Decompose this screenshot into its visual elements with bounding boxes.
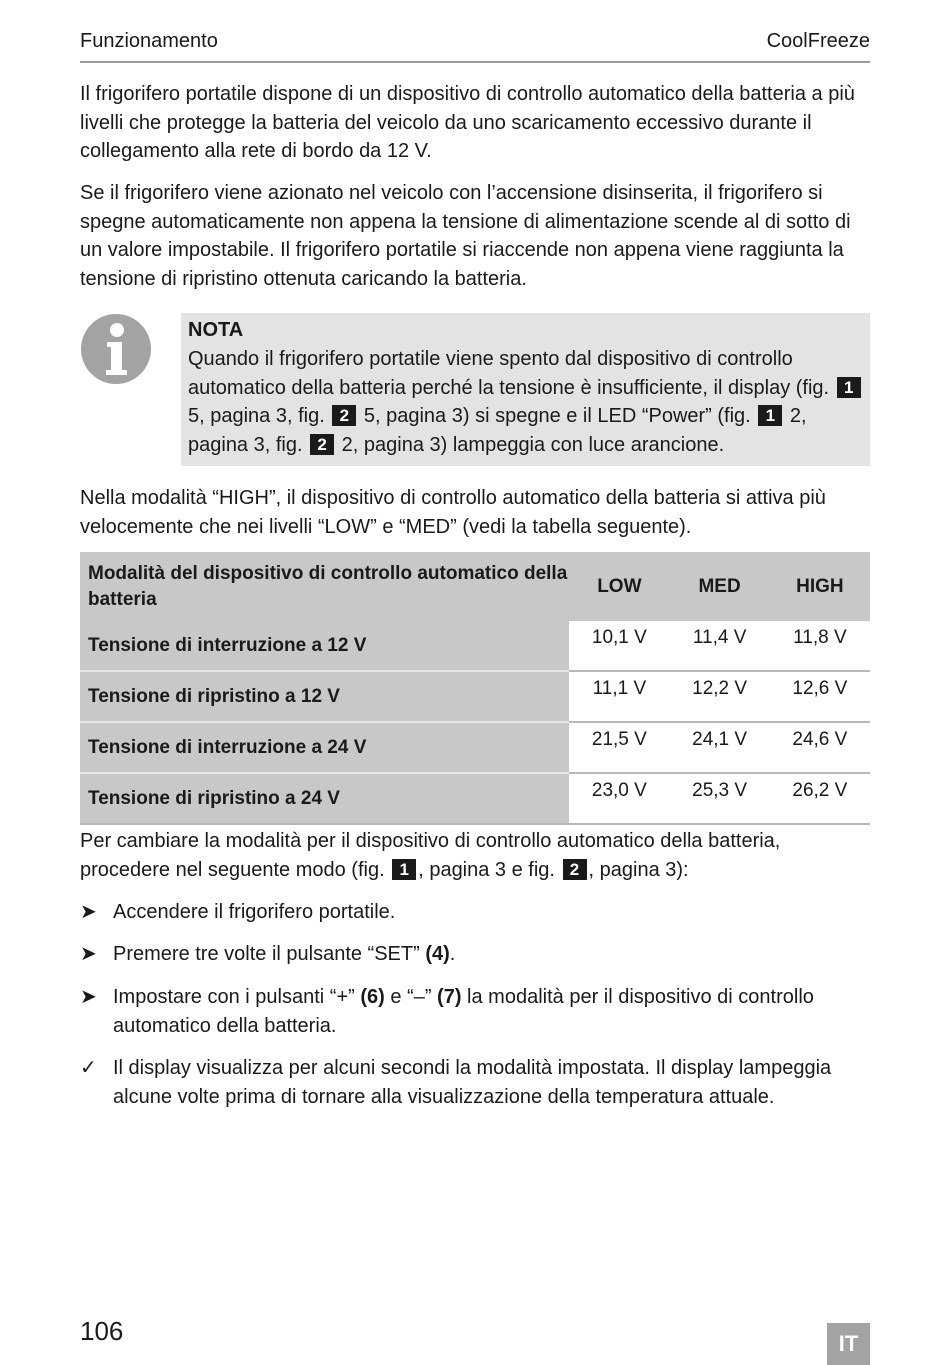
table-cell: 12,2 V	[669, 671, 769, 722]
table-row-label: Tensione di ripristino a 24 V	[80, 773, 569, 824]
table-header-cell: MED	[669, 552, 769, 621]
note-title: NOTA	[188, 319, 244, 341]
table-cell: 24,6 V	[770, 722, 870, 773]
figure-ref-badge: 1	[758, 405, 782, 426]
info-icon	[80, 313, 152, 385]
result-text: Il display visualizza per alcuni secondi la modalità impostata. Il display lampeggia alcune volte prima di tornare alla visualizzazione della temperatura attuale.	[113, 1057, 832, 1108]
figure-ref-badge: 2	[310, 434, 334, 455]
table-row	[80, 773, 870, 824]
note-text: Quando il frigorifero portatile viene spento dal dispositivo di controllo automatico della batteria perché la tensione è insufficiente, il display (fig. 1 5, pagina 3, fig. 2 5, pagina 3) si spegne e il LED “Power” (fig. 1 2, pagina 3, fig. 2 2, pagina 3) lampeggia con luce arancione.	[188, 345, 870, 459]
table-cell: 12,6 V	[770, 671, 870, 722]
table-cell: 11,8 V	[770, 621, 870, 671]
table-cell: 21,5 V	[569, 722, 669, 773]
note-box	[181, 313, 870, 466]
intro-paragraph-1: Il frigorifero portatile dispone di un dispositivo di controllo automatico della batteria a più livelli che protegge la batteria del veicolo da uno scaricamento eccessivo durante il collegamento alla rete di bordo da 12 V.	[80, 83, 855, 162]
step-text: Impostare con i pulsanti “+” (6) e “–” (7) la modalità per il dispositivo di controllo automatico della batteria.	[113, 986, 814, 1037]
arrow-bullet-icon: ➤	[80, 901, 97, 923]
section-title: Funzionamento	[80, 30, 218, 52]
intro-paragraph-2: Se il frigorifero viene azionato nel veicolo con l’accensione disinserita, il frigorifero si spegne automaticamente non appena la tensione di alimentazione scende al di sotto di un valore impostabile. Il frigorifero portatile si riaccende non appena viene raggiunta la tensione di ripristino ottenuta caricando la batteria.	[80, 182, 851, 290]
procedure-paragraph: Per cambiare la modalità per il dispositivo di controllo automatico della batteria, procedere nel seguente modo (fig. 1 , pagina 3 e fig. 2 , pagina 3):	[80, 830, 781, 881]
product-name: CoolFreeze	[766, 30, 870, 52]
table-row-label: Tensione di interruzione a 12 V	[80, 621, 569, 671]
arrow-bullet-icon: ➤	[80, 943, 97, 965]
list-item	[80, 898, 870, 927]
table-row-label: Tensione di interruzione a 24 V	[80, 722, 569, 773]
step-text: Accendere il frigorifero portatile.	[113, 901, 396, 923]
table-cell: 26,2 V	[770, 773, 870, 824]
list-item	[80, 1054, 870, 1111]
list-item	[80, 983, 870, 1040]
figure-ref-badge: 1	[837, 377, 861, 398]
table-cell: 23,0 V	[569, 773, 669, 824]
checkmark-icon: ✓	[80, 1057, 97, 1079]
figure-ref-badge: 2	[332, 405, 356, 426]
table-cell: 24,1 V	[669, 722, 769, 773]
table-row	[80, 722, 870, 773]
battery-monitor-table	[80, 552, 870, 825]
table-cell: 10,1 V	[569, 621, 669, 671]
table-cell: 11,4 V	[669, 621, 769, 671]
list-item	[80, 940, 870, 969]
arrow-bullet-icon: ➤	[80, 986, 97, 1008]
table-cell: 25,3 V	[669, 773, 769, 824]
step-text: Premere tre volte il pulsante “SET” (4).	[113, 943, 456, 965]
mode-paragraph: Nella modalità “HIGH”, il dispositivo di controllo automatico della batteria si attiva più velocemente che nei livelli “LOW” e “MED” (vedi la tabella seguente).	[80, 487, 826, 538]
page-header	[80, 30, 870, 63]
figure-ref-badge: 2	[563, 859, 587, 880]
language-tab: IT	[827, 1323, 870, 1365]
table-header-cell: Modalità del dispositivo di controllo automatico della batteria	[80, 552, 569, 621]
table-row	[80, 621, 870, 671]
table-row	[80, 671, 870, 722]
figure-ref-badge: 1	[392, 859, 416, 880]
table-header-row	[80, 552, 870, 621]
page-number: 106	[80, 1316, 124, 1346]
table-header-cell: LOW	[569, 552, 669, 621]
table-header-cell: HIGH	[770, 552, 870, 621]
table-cell: 11,1 V	[569, 671, 669, 722]
table-row-label: Tensione di ripristino a 12 V	[80, 671, 569, 722]
